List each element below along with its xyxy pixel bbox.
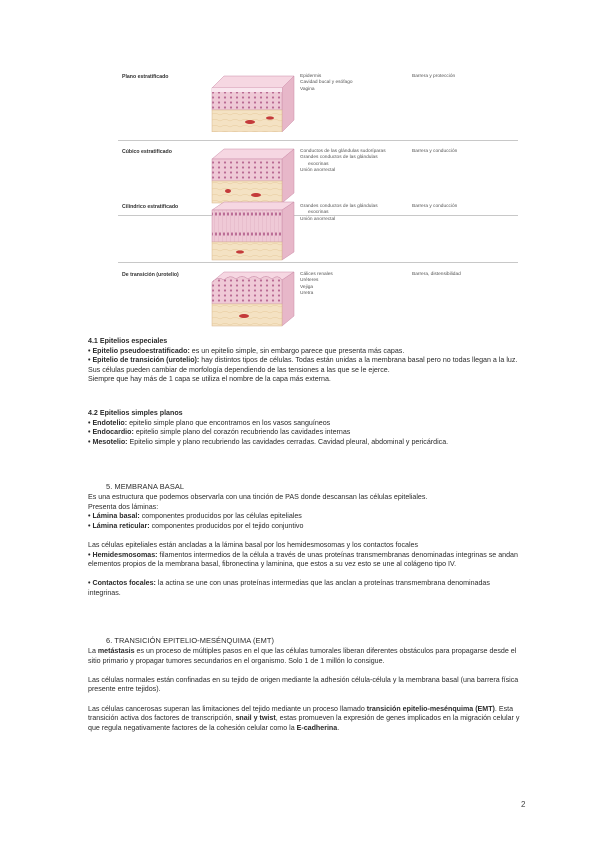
section-6-heading: 6. TRANSICIÓN EPITELIO-MESÉNQUIMA (EMT)	[106, 636, 275, 645]
section-6	[88, 647, 524, 733]
list-item: • Lámina basal: componentes producidos por las células epiteliales	[88, 512, 302, 521]
note: Siempre que hay más de 1 capa se utiliza el nombre de la capa más externa.	[88, 375, 331, 384]
paragraph: Las células cancerosas superan las limitaciones del tejido mediante un proceso llamado transición epitelio-mesénquima (EMT). Esta transición activa dos factores de transcripción, snail y twist, estas promueven la expresión de genes implicados en la migración celular y que regula negativamente factores de la cohesión celular como la E-cadherina.	[88, 704, 520, 732]
row-function: Barrera y conducción	[412, 204, 458, 209]
paragraph: Las células epiteliales están ancladas a la lámina basal por los hemidesmosomas y los contactos focales	[88, 540, 419, 549]
list-item: • Epitelio de transición (urotelio): hay distintos tipos de células. Todas están unidas a la membrana basal pero no todas llegan a la luz. Sus células pueden cambiar de morfología dependiendo de las tensiones a las que se le ejerce.	[88, 356, 518, 374]
list-item: • Endocardio: epitelio simple plano del corazón recubriendo las cavidades internas	[88, 428, 351, 437]
row-label: Plano estratificado	[122, 74, 169, 80]
section-4-1	[88, 337, 520, 385]
paragraph: Presenta dos láminas:	[88, 502, 159, 511]
row-label: De transición (urotelio)	[122, 272, 179, 278]
list-item: • Hemidesmosomas: filamentos intermedios de la célula a través de unas proteínas transmembranas denominadas integrinas se andan elementos propios de la membrana basal, fibronectina y laminina, que estos a su vez esto se une al colágeno tipo IV.	[88, 550, 518, 569]
row-divider	[118, 262, 518, 263]
section-title: 4.1 Epitelios especiales	[88, 337, 168, 345]
list-item: • Endotelio: epitelio simple plano que encontramos en los vasos sanguíneos	[88, 418, 331, 427]
section-4-2	[88, 409, 520, 447]
paragraph: La metástasis es un proceso de múltiples pasos en el que las células tumorales liberan diferentes obstáculos para propagarse desde el sitio primario y propagar tumores secundarios en el organismo. Solo 1 de 1 millón lo consigue.	[88, 647, 517, 665]
row-locations: Cálices renales Uréteres Vejiga Uretra	[300, 272, 333, 297]
row-function: Barrera y conducción	[412, 149, 458, 154]
row-label: Cilíndrico estratificado	[122, 204, 179, 210]
stratified-squamous-illustration	[210, 70, 296, 132]
table-row	[118, 196, 518, 262]
row-locations: Conductos de las glándulas sudoríparas Grandes conductos de las glándulas exocrinas Unión anorrectal	[300, 149, 386, 174]
list-item: • Mesotelio: Epitelio simple y plano recubriendo las cavidades cerradas. Cavidad pleural, abdominal y pericárdica.	[88, 437, 449, 446]
page-number: 2	[521, 800, 526, 809]
table-row	[118, 264, 518, 330]
list-item: • Epitelio pseudoestratificado: es un epitelio simple, sin embargo parece que presenta más capas.	[88, 346, 405, 355]
section-title: 4.2 Epitelios simples planos	[88, 409, 183, 417]
list-item: • Contactos focales: la actina se une con unas proteínas intermedias que las anclan a proteínas transmembrana denominadas integrinas.	[88, 579, 490, 597]
row-label: Cúbico estratificado	[122, 149, 172, 155]
paragraph: Es una estructura que podemos observarla con una tinción de PAS donde descansan las células epiteliales.	[88, 493, 428, 501]
row-function: Barrera y protección	[412, 74, 456, 79]
section-5-heading: 5. MEMBRANA BASAL	[106, 482, 185, 491]
row-function: Barrera, distensibilidad	[412, 272, 461, 277]
table-row	[118, 66, 518, 132]
list-item: • Lámina reticular: componentes producidos por el tejido conjuntivo	[88, 521, 304, 530]
stratified-columnar-illustration	[210, 200, 296, 262]
section-5	[88, 493, 520, 599]
paragraph: Las células normales están confinadas en su tejido de origen mediante la adhesión célula-célula y la membrana basal (una barrera física presente entre tejidos).	[88, 675, 519, 694]
row-locations: Epidermis Cavidad bucal y esófago Vagina	[300, 74, 353, 92]
transitional-epithelium-illustration	[210, 268, 296, 330]
row-locations: Grandes conductos de las glándulas exocrinas Unión anorrectal	[300, 204, 378, 222]
